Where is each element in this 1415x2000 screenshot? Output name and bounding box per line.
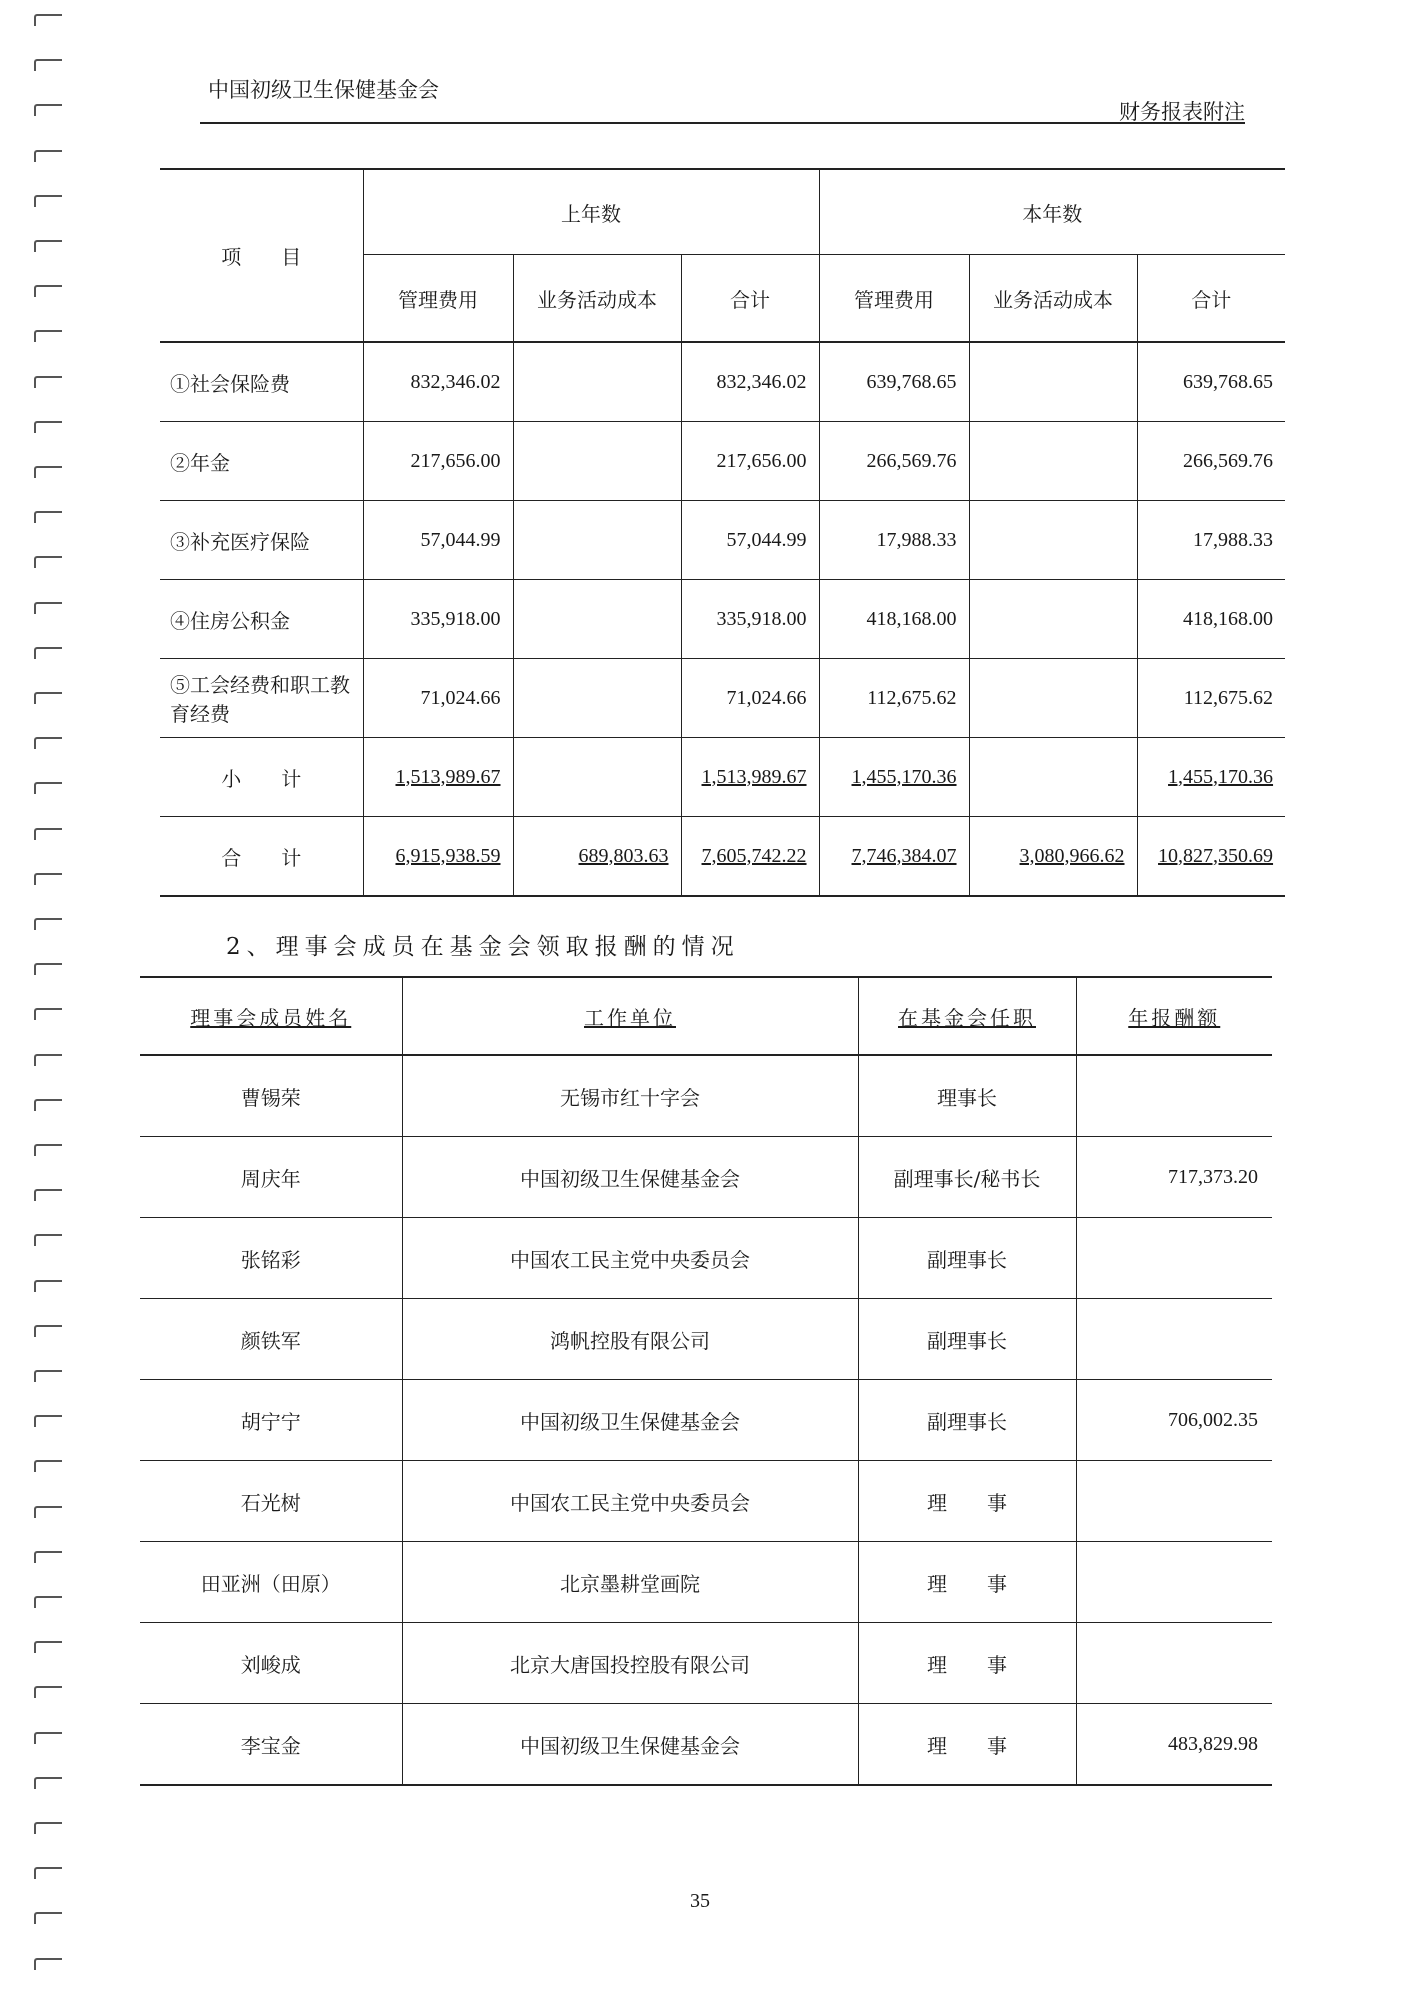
amount-value: 7,746,384.07: [851, 844, 957, 867]
row-label: 合 计: [160, 817, 363, 897]
amount-cell: [681, 422, 819, 501]
row-label: ②年金: [160, 422, 363, 501]
binder-hole: [34, 1551, 62, 1563]
subheader: 合计: [681, 255, 819, 343]
binder-hole: [34, 1144, 62, 1156]
binder-hole: [34, 1732, 62, 1744]
amount-cell: [969, 659, 1137, 738]
amount-cell: [363, 817, 513, 897]
amount-value: 7,605,742.22: [701, 844, 807, 867]
subheader: 管理费用: [819, 255, 969, 343]
table-row: [140, 1137, 1272, 1218]
table-row: [160, 738, 1285, 817]
table-row: [160, 501, 1285, 580]
amount-cell: [819, 501, 969, 580]
cell-pay: [1076, 1542, 1272, 1623]
cell-pay: 483,829.98: [1076, 1704, 1272, 1786]
cell-role: 副理事长/秘书长: [858, 1137, 1076, 1218]
cell-pay: [1076, 1461, 1272, 1542]
cell-unit: 无锡市红十字会: [402, 1055, 858, 1137]
cell-pay: [1076, 1299, 1272, 1380]
cell-unit: 中国初级卫生保健基金会: [402, 1380, 858, 1461]
table-row: [140, 1299, 1272, 1380]
amount-value: 832,346.02: [716, 370, 807, 393]
table-row: [140, 1055, 1272, 1137]
cell-name: 胡宁宁: [140, 1380, 402, 1461]
cell-pay: [1076, 1055, 1272, 1137]
amount-cell: [363, 342, 513, 422]
binder-hole: [34, 1280, 62, 1292]
amount-value: 418,168.00: [1183, 607, 1274, 630]
cell-name: 刘峻成: [140, 1623, 402, 1704]
amount-cell: [681, 342, 819, 422]
amount-cell: [363, 422, 513, 501]
cell-pay: [1076, 1623, 1272, 1704]
binder-hole: [34, 556, 62, 568]
binder-hole: [34, 1641, 62, 1653]
binder-hole: [34, 285, 62, 297]
binder-holes: [34, 0, 64, 2000]
binder-hole: [34, 963, 62, 975]
row-label: ③补充医疗保险: [160, 501, 363, 580]
subheader: 合计: [1137, 255, 1285, 343]
page-number: 35: [690, 1890, 710, 1912]
amount-value: 10,827,350.69: [1158, 844, 1274, 867]
cell-name: 曹锡荣: [140, 1055, 402, 1137]
binder-hole: [34, 1506, 62, 1518]
cell-name: 田亚洲（田原）: [140, 1542, 402, 1623]
cell-unit: 中国初级卫生保健基金会: [402, 1137, 858, 1218]
cell-role: 理 事: [858, 1704, 1076, 1786]
amount-cell: [969, 342, 1137, 422]
amount-cell: [1137, 738, 1285, 817]
binder-hole: [34, 647, 62, 659]
amount-cell: [969, 501, 1137, 580]
cell-unit: 中国农工民主党中央委员会: [402, 1218, 858, 1299]
binder-hole: [34, 1822, 62, 1834]
amount-cell: [1137, 501, 1285, 580]
amount-cell: [681, 659, 819, 738]
table-row: [140, 1380, 1272, 1461]
binder-hole: [34, 1912, 62, 1924]
amount-cell: [819, 580, 969, 659]
amount-cell: [363, 580, 513, 659]
cell-unit: 中国初级卫生保健基金会: [402, 1704, 858, 1786]
binder-hole: [34, 330, 62, 342]
binder-hole: [34, 1596, 62, 1608]
header-org: 中国初级卫生保健基金会: [208, 78, 439, 102]
cell-role: 副理事长: [858, 1218, 1076, 1299]
binder-hole: [34, 421, 62, 433]
amount-cell: [513, 659, 681, 738]
binder-hole: [34, 59, 62, 71]
cell-role: 副理事长: [858, 1380, 1076, 1461]
row-label: 小 计: [160, 738, 363, 817]
binder-hole: [34, 1325, 62, 1337]
amount-value: 1,513,989.67: [395, 765, 501, 788]
subheader: 业务活动成本: [513, 255, 681, 343]
amount-value: 266,569.76: [1183, 449, 1274, 472]
amount-value: 6,915,938.59: [395, 844, 501, 867]
binder-hole: [34, 376, 62, 388]
binder-hole: [34, 918, 62, 930]
binder-hole: [34, 1234, 62, 1246]
binder-hole: [34, 692, 62, 704]
row-label: ①社会保险费: [160, 342, 363, 422]
amount-cell: [513, 817, 681, 897]
cell-role: 理事长: [858, 1055, 1076, 1137]
amount-cell: [1137, 580, 1285, 659]
cell-pay: 717,373.20: [1076, 1137, 1272, 1218]
amount-cell: [513, 342, 681, 422]
table-row: [160, 580, 1285, 659]
amount-value: 17,988.33: [876, 528, 957, 551]
header-doc-title: 财务报表附注: [1119, 100, 1245, 124]
binder-hole: [34, 737, 62, 749]
amount-cell: [513, 580, 681, 659]
cell-pay: 706,002.35: [1076, 1380, 1272, 1461]
cell-unit: 北京大唐国投控股有限公司: [402, 1623, 858, 1704]
prev-year-header: 上年数: [363, 169, 819, 255]
col-header-pay: 年报酬额: [1128, 1005, 1221, 1030]
binder-hole: [34, 1415, 62, 1427]
amount-value: 112,675.62: [1183, 686, 1274, 709]
amount-cell: [363, 738, 513, 817]
amount-cell: [681, 580, 819, 659]
amount-value: 71,024.66: [726, 686, 807, 709]
amount-value: 1,513,989.67: [701, 765, 807, 788]
amount-cell: [1137, 817, 1285, 897]
amount-cell: [513, 738, 681, 817]
amount-cell: [513, 422, 681, 501]
amount-value: 832,346.02: [410, 370, 501, 393]
cell-pay: [1076, 1218, 1272, 1299]
amount-cell: [819, 659, 969, 738]
binder-hole: [34, 1958, 62, 1970]
binder-hole: [34, 1460, 62, 1472]
table-row: [160, 817, 1285, 897]
binder-hole: [34, 1189, 62, 1201]
board-compensation-table: [140, 976, 1272, 1786]
amount-cell: [681, 501, 819, 580]
binder-hole: [34, 195, 62, 207]
binder-hole: [34, 150, 62, 162]
binder-hole: [34, 1008, 62, 1020]
amount-value: 217,656.00: [716, 449, 807, 472]
amount-value: 418,168.00: [866, 607, 957, 630]
cell-unit: 北京墨耕堂画院: [402, 1542, 858, 1623]
amount-value: 112,675.62: [867, 686, 957, 709]
binder-hole: [34, 782, 62, 794]
binder-hole: [34, 1054, 62, 1066]
expense-table: [160, 168, 1285, 897]
binder-hole: [34, 1099, 62, 1111]
table-row: [140, 1542, 1272, 1623]
binder-hole: [34, 1777, 62, 1789]
col-header-name: 理事会成员姓名: [190, 1005, 352, 1030]
subheader: 管理费用: [363, 255, 513, 343]
cell-role: 理 事: [858, 1461, 1076, 1542]
amount-cell: [969, 580, 1137, 659]
amount-cell: [1137, 422, 1285, 501]
cell-name: 李宝金: [140, 1704, 402, 1786]
subheader: 业务活动成本: [969, 255, 1137, 343]
amount-cell: [819, 422, 969, 501]
amount-cell: [969, 817, 1137, 897]
amount-value: 17,988.33: [1193, 528, 1274, 551]
table-row: [160, 422, 1285, 501]
cell-unit: 中国农工民主党中央委员会: [402, 1461, 858, 1542]
amount-cell: [363, 501, 513, 580]
cell-name: 石光树: [140, 1461, 402, 1542]
amount-cell: [819, 817, 969, 897]
binder-hole: [34, 1370, 62, 1382]
amount-cell: [819, 738, 969, 817]
amount-cell: [969, 422, 1137, 501]
binder-hole: [34, 1867, 62, 1879]
table-row: [160, 342, 1285, 422]
binder-hole: [34, 873, 62, 885]
row-label: ⑤工会经费和职工教育经费: [160, 659, 363, 738]
cell-name: 周庆年: [140, 1137, 402, 1218]
amount-cell: [513, 501, 681, 580]
table-row: [140, 1704, 1272, 1786]
item-header: 项 目: [160, 169, 363, 342]
amount-cell: [969, 738, 1137, 817]
binder-hole: [34, 240, 62, 252]
cell-role: 理 事: [858, 1623, 1076, 1704]
amount-cell: [1137, 659, 1285, 738]
header-rule: [200, 122, 1245, 124]
binder-hole: [34, 104, 62, 116]
table-row: [160, 659, 1285, 738]
table-row: [140, 1218, 1272, 1299]
amount-value: 1,455,170.36: [851, 765, 957, 788]
table-row: [140, 1623, 1272, 1704]
cell-unit: 鸿帆控股有限公司: [402, 1299, 858, 1380]
amount-cell: [681, 817, 819, 897]
binder-hole: [34, 511, 62, 523]
cell-name: 张铭彩: [140, 1218, 402, 1299]
binder-hole: [34, 602, 62, 614]
binder-hole: [34, 1686, 62, 1698]
amount-value: 335,918.00: [716, 607, 807, 630]
row-label: ④住房公积金: [160, 580, 363, 659]
binder-hole: [34, 466, 62, 478]
binder-hole: [34, 14, 62, 26]
amount-value: 335,918.00: [410, 607, 501, 630]
amount-value: 57,044.99: [420, 528, 501, 551]
amount-value: 639,768.65: [866, 370, 957, 393]
col-header-role: 在基金会任职: [898, 1005, 1036, 1030]
amount-value: 1,455,170.36: [1168, 765, 1274, 788]
col-header-unit: 工作单位: [584, 1005, 676, 1030]
binder-hole: [34, 828, 62, 840]
amount-value: 3,080,966.62: [1019, 844, 1125, 867]
table-row: [140, 1461, 1272, 1542]
curr-year-header: 本年数: [819, 169, 1285, 255]
amount-value: 71,024.66: [420, 686, 501, 709]
cell-role: 理 事: [858, 1542, 1076, 1623]
amount-value: 57,044.99: [726, 528, 807, 551]
cell-role: 副理事长: [858, 1299, 1076, 1380]
amount-value: 689,803.63: [578, 844, 669, 867]
amount-cell: [819, 342, 969, 422]
amount-cell: [1137, 342, 1285, 422]
amount-value: 639,768.65: [1183, 370, 1274, 393]
amount-cell: [363, 659, 513, 738]
section-title: 2、理事会成员在基金会领取报酬的情况: [226, 934, 740, 960]
amount-value: 217,656.00: [410, 449, 501, 472]
amount-value: 266,569.76: [866, 449, 957, 472]
amount-cell: [681, 738, 819, 817]
cell-name: 颜铁军: [140, 1299, 402, 1380]
